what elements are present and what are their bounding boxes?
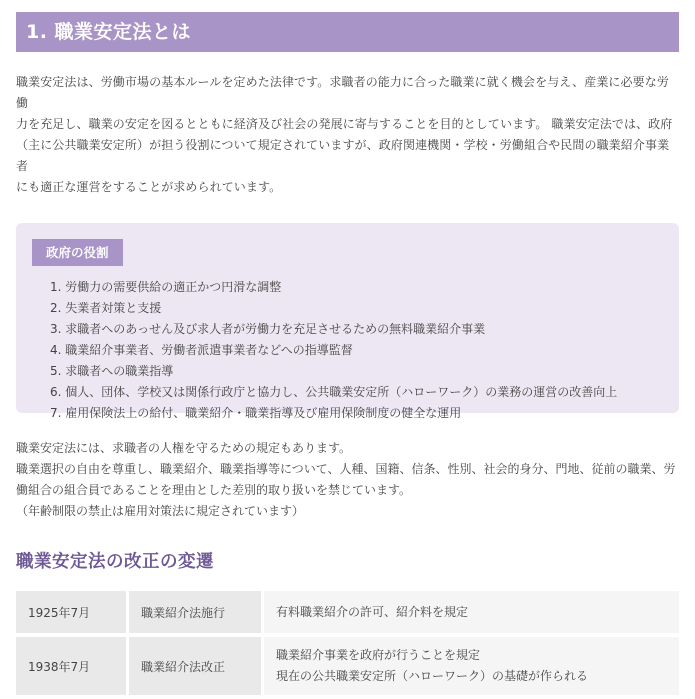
rights-paragraph xyxy=(16,438,679,522)
roles-list xyxy=(32,277,663,424)
intro-line: 職業安定法は、労働市場の基本ルールを定めた法律です。求職者の能力に合った職業に就く機会を与え、産業に必要な労働 xyxy=(16,75,669,110)
government-roles-box xyxy=(16,223,679,420)
role-item: 1. 労働力の需要供給の適正かつ円滑な調整 xyxy=(50,280,282,294)
table-row xyxy=(16,591,679,633)
history-description xyxy=(264,591,679,633)
role-item: 6. 個人、団体、学校又は関係行政庁と協力し、公共職業安定所（ハローワーク）の業務の運営の改善向上 xyxy=(50,385,618,399)
rights-line: 職業選択の自由を尊重し、職業紹介、職業指導等について、人種、国籍、信条、性別、社会的身分、門地、従前の職業、労 xyxy=(16,462,676,476)
intro-line: 力を充足し、職業の安定を図るとともに経済及び社会の発展に寄与することを目的としています。 職業安定法では、政府 xyxy=(16,117,673,131)
section-title: 1. 職業安定法とは xyxy=(16,12,679,52)
history-event: 職業紹介法改正 xyxy=(129,637,261,695)
rights-line: （年齢制限の禁止は雇用対策法に規定されています） xyxy=(16,504,305,518)
intro-line: （主に公共職業安定所）が担う役割について規定されていますが、政府関連機関・学校・労働組合や民間の職業紹介事業者 xyxy=(16,138,670,173)
history-description xyxy=(264,637,679,695)
description-line: 職業紹介事業を政府が行うことを規定 xyxy=(276,648,481,662)
description-line: 有料職業紹介の許可、紹介料を規定 xyxy=(276,604,469,619)
history-table xyxy=(16,587,679,699)
description-line: 現在の公共職業安定所（ハローワーク）の基礎が作られる xyxy=(276,669,589,683)
role-item: 2. 失業者対策と支援 xyxy=(50,301,162,315)
page-content xyxy=(16,12,679,699)
history-heading: 職業安定法の改正の変遷 xyxy=(16,552,214,572)
role-item: 4. 職業紹介事業者、労働者派遣事業者などへの指導監督 xyxy=(50,343,353,357)
table-row xyxy=(16,637,679,695)
history-event: 職業紹介法施行 xyxy=(129,591,261,633)
role-item: 5. 求職者への職業指導 xyxy=(50,364,174,378)
roles-badge: 政府の役割 xyxy=(32,239,123,266)
role-item: 3. 求職者へのあっせん及び求人者が労働力を充足させるための無料職業紹介事業 xyxy=(50,322,486,336)
rights-line: 職業安定法には、求職者の人権を守るための規定もあります。 xyxy=(16,441,352,455)
history-date: 1925年7月 xyxy=(16,591,126,633)
intro-paragraph xyxy=(16,72,679,198)
history-date: 1938年7月 xyxy=(16,637,126,695)
intro-line: にも適正な運営をすることが求められています。 xyxy=(16,180,282,194)
role-item: 7. 雇用保険法上の給付、職業紹介・職業指導及び雇用保険制度の健全な運用 xyxy=(50,406,462,420)
rights-line: 働組合の組合員であることを理由とした差別的取り扱いを禁じています。 xyxy=(16,483,412,497)
